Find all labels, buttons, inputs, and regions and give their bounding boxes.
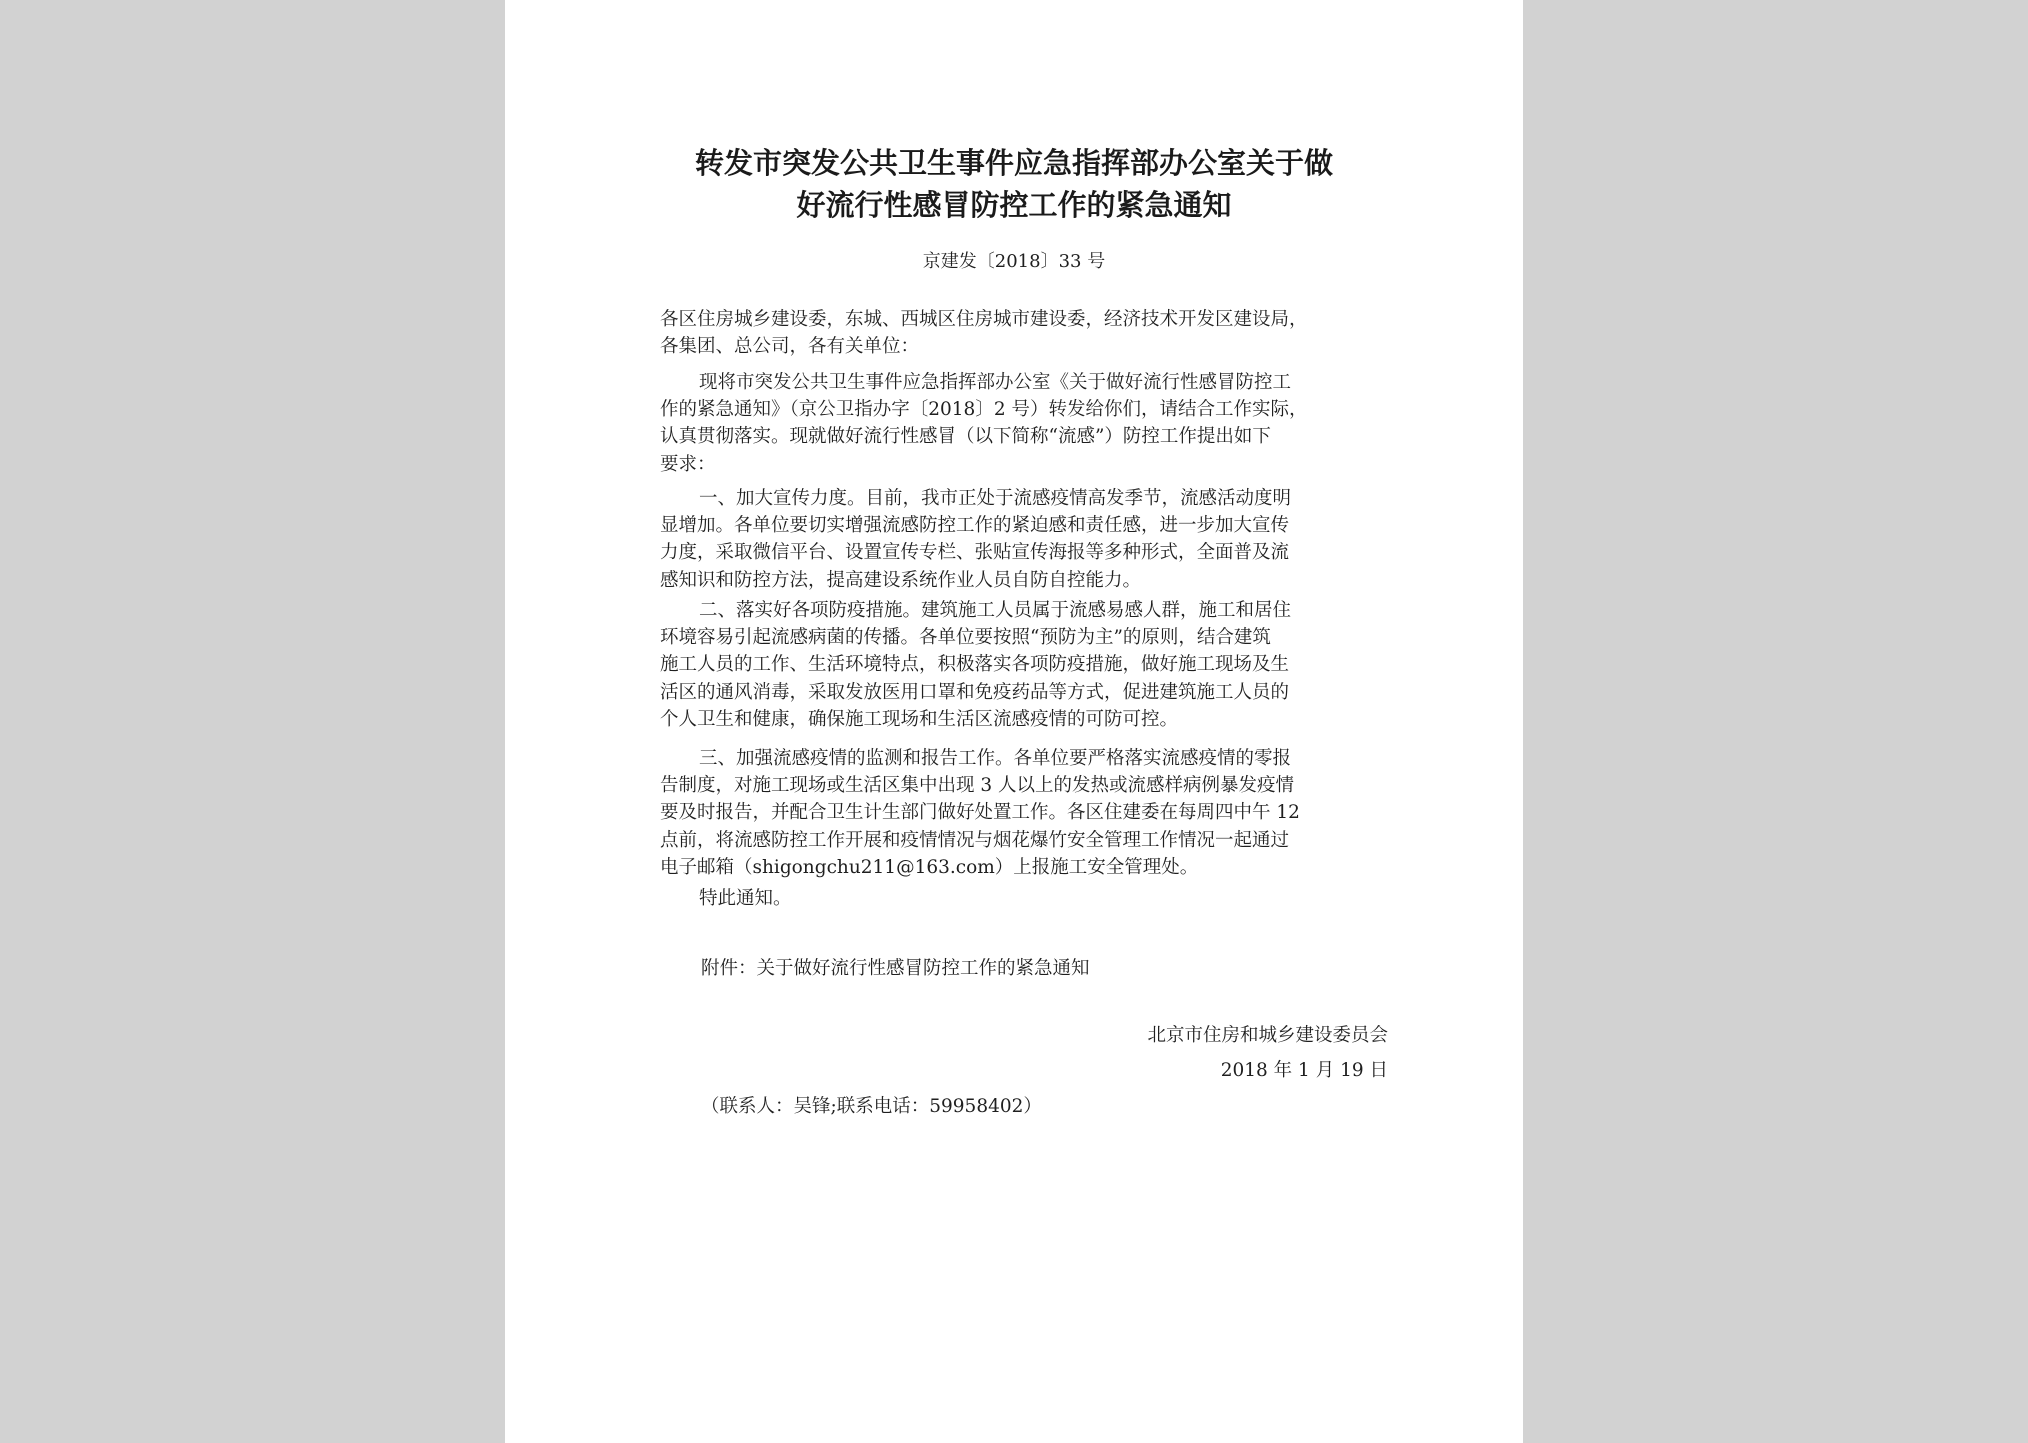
paragraph-line: 活区的通风消毒，采取发放医用口罩和免疫药品等方式，促进建筑施工人员的	[660, 681, 1290, 703]
paragraph-publicity	[660, 485, 1370, 594]
paragraph-line: 作的紧急通知》（京公卫指办字〔2018〕2 号）转发给你们，请结合工作实际，	[660, 399, 1308, 421]
attachment-note: 附件：关于做好流行性感冒防控工作的紧急通知	[701, 958, 1090, 979]
paragraph-line: 一、加大宣传力度。目前，我市正处于流感疫情高发季节，流感活动度明	[699, 488, 1292, 509]
closing-remark	[660, 885, 1370, 912]
paragraph-line: 三、加强流感疫情的监测和报告工作。各单位要严格落实流感疫情的零报	[699, 748, 1292, 769]
issue-date: 2018 年 1 月 19 日	[1220, 1060, 1388, 1081]
title-line: 好流行性感冒防控工作的紧急通知	[796, 188, 1232, 222]
addressee	[660, 306, 1370, 360]
title-line: 转发市突发公共卫生事件应急指挥部办公室关于做	[694, 146, 1333, 180]
paragraph-monitoring	[660, 745, 1370, 881]
paragraph-line: 显增加。各单位要切实增强流感防控工作的紧迫感和责任感，进一步加大宣传	[660, 515, 1290, 537]
paragraph-line: 要及时报告，并配合卫生计生部门做好处置工作。各区住建委在每周四中午 12	[660, 802, 1300, 824]
document-number: 京建发〔2018〕33 号	[922, 251, 1106, 272]
paragraph-line: 认真贯彻落实。现就做好流行性感冒（以下简称“流感”）防控工作提出如下	[660, 426, 1271, 448]
paragraph-line: 施工人员的工作、生活环境特点，积极落实各项防疫措施，做好施工现场及生	[660, 654, 1290, 676]
paragraph-intro	[660, 369, 1370, 478]
paragraph-line: 二、落实好各项防疫措施。建筑施工人员属于流感易感人群，施工和居住	[699, 600, 1292, 621]
addressee-line: 各集团、总公司，各有关单位：	[660, 336, 920, 358]
issuing-authority: 北京市住房和城乡建设委员会	[1147, 1025, 1388, 1046]
paragraph-line: 告制度，对施工现场或生活区集中出现 3 人以上的发热或流感样病例暴发疫情	[660, 775, 1295, 797]
paragraph-line: 现将市突发公共卫生事件应急指挥部办公室《关于做好流行性感冒防控工	[699, 372, 1292, 393]
paragraph-line: 点前，将流感防控工作开展和疫情情况与烟花爆竹安全管理工作情况一起通过	[660, 829, 1290, 851]
paragraph-line: 要求：	[660, 453, 716, 475]
paragraph-prevention	[660, 597, 1370, 733]
closing-text: 特此通知。	[699, 888, 792, 909]
paragraph-line: 个人卫生和健康，确保施工现场和生活区流感疫情的可防可控。	[660, 708, 1179, 730]
paragraph-line: 感知识和防控方法，提高建设系统作业人员自防自控能力。	[660, 569, 1142, 591]
paragraph-line: 环境容易引起流感病菌的传播。各单位要按照“预防为主”的原则，结合建筑	[660, 627, 1271, 649]
contact-info: （联系人：吴锋;联系电话：59958402）	[701, 1096, 1042, 1117]
paragraph-line: 电子邮箱（shigongchu211@163.com）上报施工安全管理处。	[660, 856, 1199, 878]
addressee-line: 各区住房城乡建设委，东城、西城区住房城市建设委，经济技术开发区建设局，	[660, 309, 1308, 330]
paragraph-line: 力度，采取微信平台、设置宣传专栏、张贴宣传海报等多种形式，全面普及流	[660, 542, 1290, 564]
document-title	[505, 142, 1523, 226]
document-page	[505, 0, 1523, 1443]
